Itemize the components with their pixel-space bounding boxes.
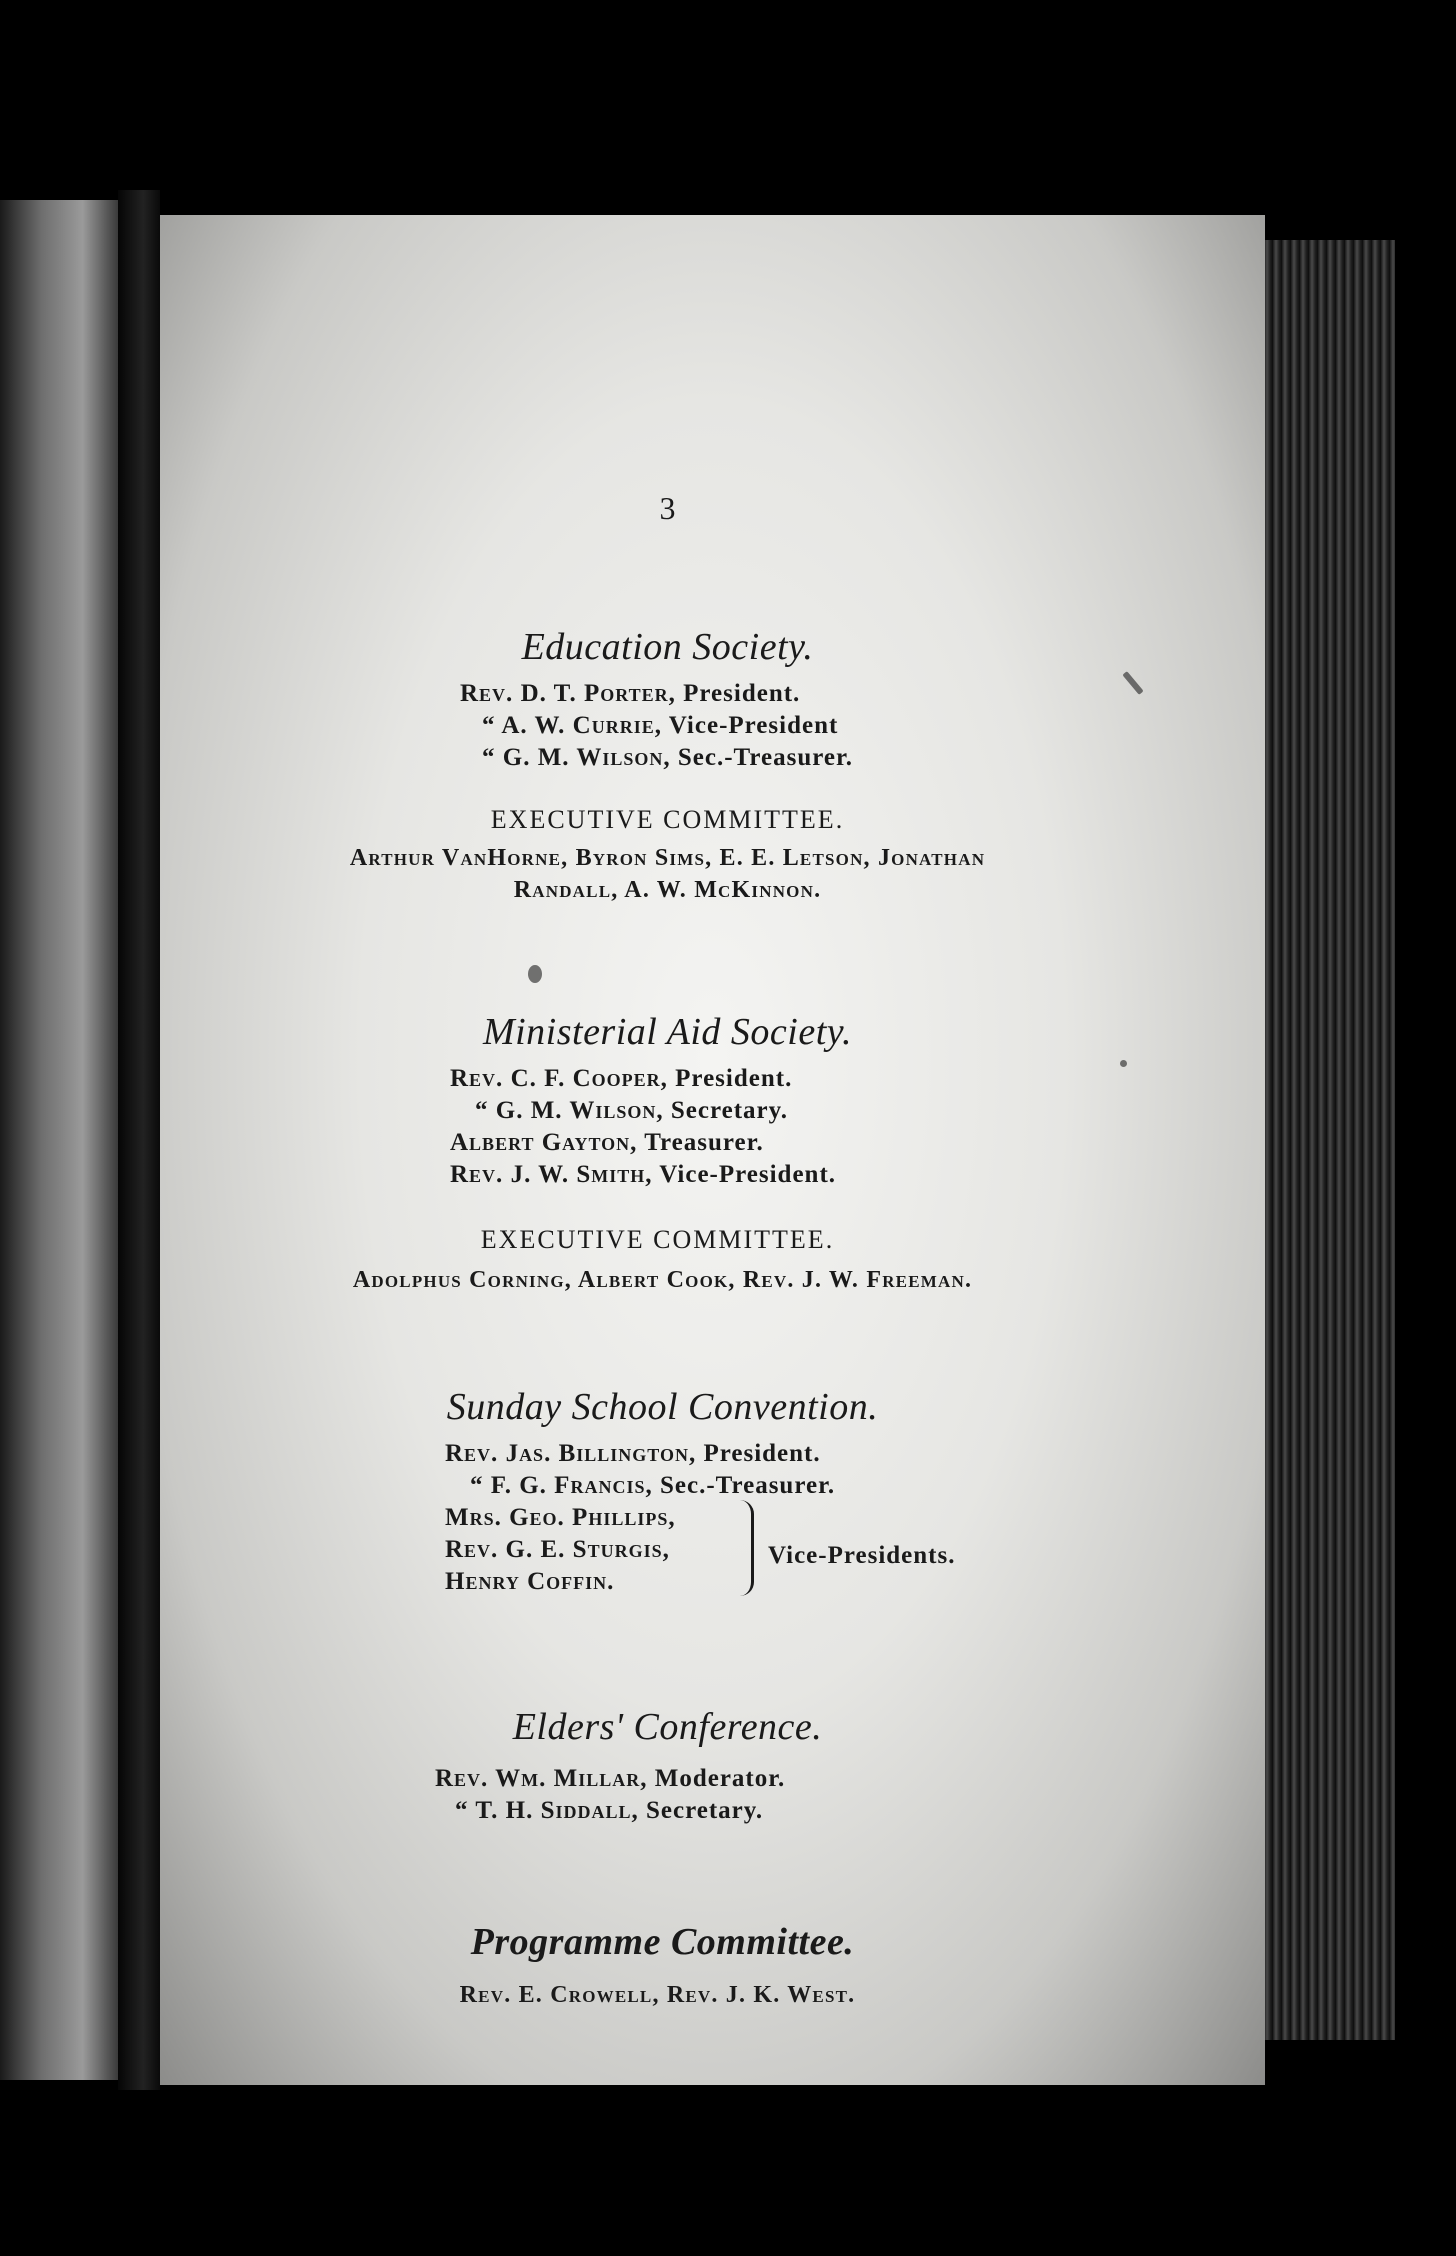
officer-line: “ F. G. Francis, Sec.-Treasurer. bbox=[470, 1472, 836, 1499]
vice-president-name: Rev. G. E. Sturgis, bbox=[445, 1536, 670, 1563]
facing-page-edge bbox=[0, 200, 118, 2080]
executive-committee-heading: EXECUTIVE COMMITTEE. bbox=[490, 805, 845, 834]
vice-president-name: Mrs. Geo. Phillips, bbox=[445, 1504, 676, 1531]
section-heading-sunday-school-convention: Sunday School Convention. bbox=[446, 1386, 879, 1428]
grouping-brace bbox=[735, 1500, 754, 1596]
officer-line: Rev. C. F. Cooper, President. bbox=[450, 1065, 793, 1092]
officer-line: Rev. Jas. Billington, President. bbox=[445, 1440, 821, 1467]
book-gutter bbox=[118, 190, 160, 2090]
officer-line: “ G. M. Wilson, Sec.-Treasurer. bbox=[482, 744, 854, 771]
officer-line: Albert Gayton, Treasurer. bbox=[450, 1129, 764, 1156]
officer-line: “ A. W. Currie, Vice-President bbox=[482, 712, 839, 739]
committee-members-line: Randall, A. W. McKinnon. bbox=[513, 877, 822, 903]
officer-line: Rev. J. W. Smith, Vice-President. bbox=[450, 1161, 837, 1188]
executive-committee-heading: EXECUTIVE COMMITTEE. bbox=[480, 1225, 835, 1254]
page-number: 3 bbox=[659, 490, 676, 526]
committee-members-line: Rev. E. Crowell, Rev. J. K. West. bbox=[459, 1982, 856, 2008]
vice-president-name: Henry Coffin. bbox=[445, 1568, 615, 1595]
section-heading-elders-conference: Elders' Conference. bbox=[512, 1706, 823, 1748]
ink-speck bbox=[528, 965, 542, 983]
committee-members-line: Arthur VanHorne, Byron Sims, E. E. Letson, Jonathan bbox=[349, 845, 986, 871]
ink-speck bbox=[1122, 671, 1143, 695]
officer-line: Rev. Wm. Millar, Moderator. bbox=[435, 1765, 786, 1792]
book-page bbox=[160, 215, 1265, 2085]
section-heading-education-society: Education Society. bbox=[521, 626, 814, 668]
section-heading-ministerial-aid-society: Ministerial Aid Society. bbox=[482, 1011, 853, 1053]
officer-line: “ T. H. Siddall, Secretary. bbox=[455, 1797, 764, 1824]
officer-line: Rev. D. T. Porter, President. bbox=[460, 680, 801, 707]
section-heading-programme-committee: Programme Committee. bbox=[470, 1921, 855, 1963]
ink-speck bbox=[1120, 1060, 1127, 1067]
committee-members-line: Adolphus Corning, Albert Cook, Rev. J. W. Freeman. bbox=[352, 1267, 973, 1293]
officer-line: “ G. M. Wilson, Secretary. bbox=[475, 1097, 789, 1124]
vice-presidents-label: Vice-Presidents. bbox=[768, 1542, 956, 1569]
page-edges bbox=[1255, 240, 1395, 2040]
